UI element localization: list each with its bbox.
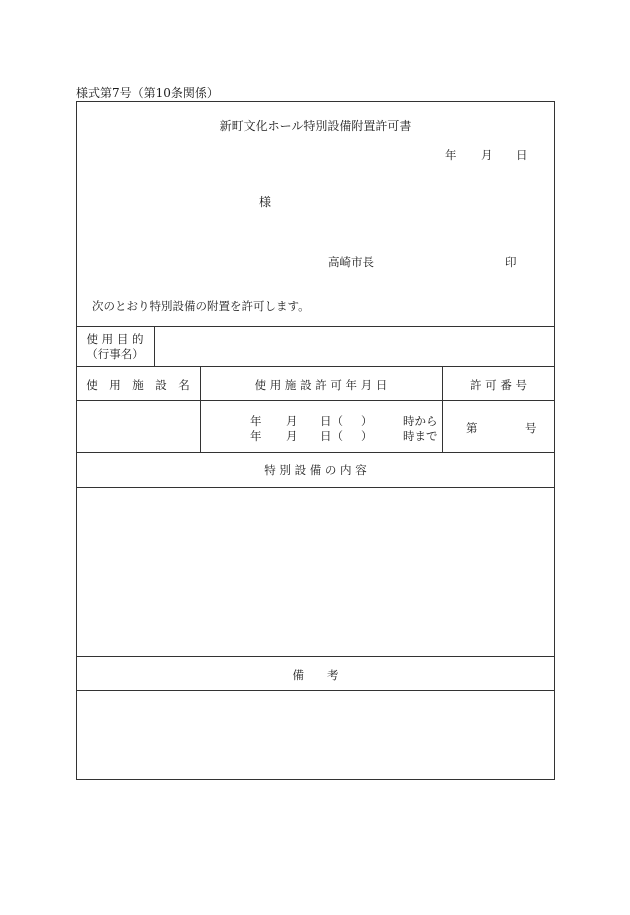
divider-equipment-content-top: [76, 487, 555, 488]
period-from-label: 時から: [403, 414, 438, 428]
period-to-label: 時まで: [403, 429, 438, 443]
date-year-label: 年: [445, 148, 457, 162]
period-to-month: 月: [286, 429, 298, 443]
divider-remarks-content-top: [76, 690, 555, 691]
permit-statement: 次のとおり特別設備の附置を許可します。: [92, 299, 310, 313]
period-to-year: 年: [250, 429, 262, 443]
period-from-day: 日（: [320, 414, 343, 428]
date-month-label: 月: [481, 148, 493, 162]
seal-mark: 印: [505, 255, 517, 269]
document-title: 新町文化ホール特別設備附置許可書: [219, 119, 412, 133]
divider-purpose-top: [76, 326, 555, 327]
permit-no-suffix: 号: [525, 421, 537, 435]
permit-no-header: 許 可 番 号: [470, 378, 527, 392]
divider-period-top: [76, 400, 555, 401]
purpose-label: 使 用 目 的: [86, 332, 144, 346]
remarks-header: 備 考: [292, 668, 339, 682]
period-from-close: ）: [361, 414, 373, 428]
date-header: 使 用 施 設 許 可 年 月 日: [254, 378, 388, 392]
divider-remarks-top: [76, 656, 555, 657]
addressee-suffix: 様: [259, 195, 272, 209]
form-number: 様式第7号（第10条関係）: [76, 86, 219, 100]
date-day-label: 日: [516, 148, 528, 162]
period-to-day: 日（: [320, 429, 343, 443]
issuer-name: 高崎市長: [328, 255, 374, 269]
period-from-year: 年: [250, 414, 262, 428]
divider-purpose-label: [154, 326, 155, 366]
period-from-month: 月: [286, 414, 298, 428]
period-to-close: ）: [361, 429, 373, 443]
divider-equipment-top: [76, 452, 555, 453]
purpose-label-sub: （行事名）: [86, 347, 144, 361]
divider-headers-top: [76, 366, 555, 367]
equipment-header: 特 別 設 備 の 内 容: [264, 463, 367, 477]
facility-header: 使 用 施 設 名: [86, 378, 190, 392]
permit-no-prefix: 第: [466, 421, 478, 435]
